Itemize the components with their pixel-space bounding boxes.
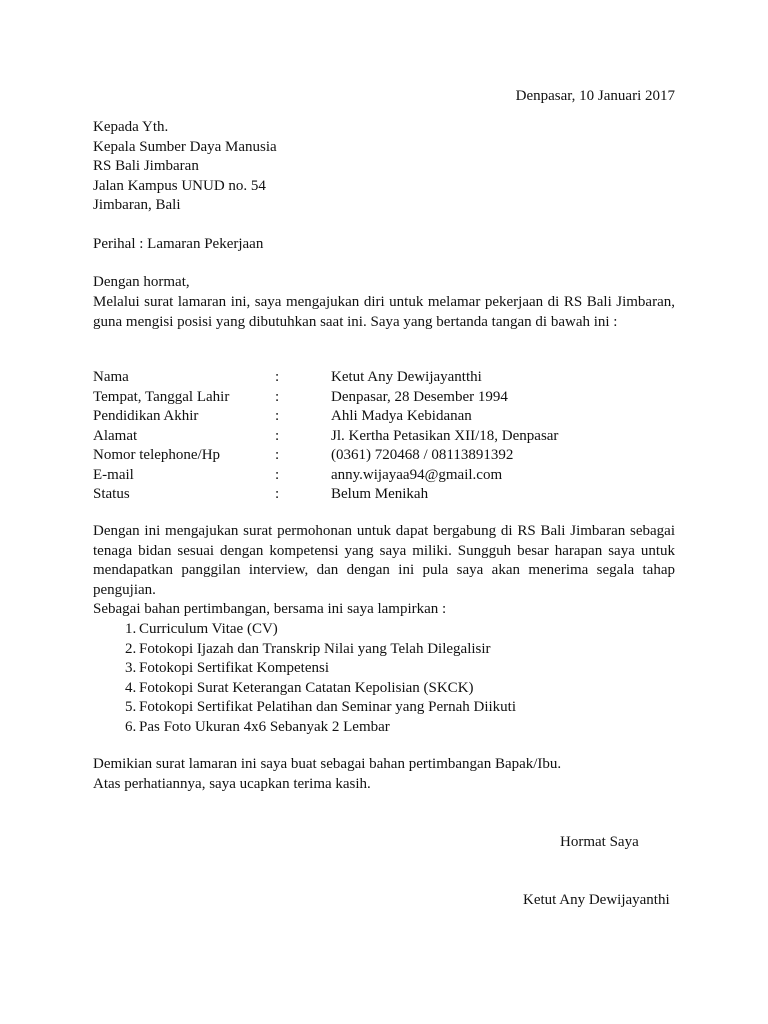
list-number: 6.: [125, 718, 137, 735]
list-number: 1.: [125, 621, 137, 637]
list-number: 5.: [125, 699, 137, 715]
identity-separator: :: [275, 486, 280, 502]
identity-row: [93, 427, 653, 447]
list-number: 3.: [125, 660, 137, 676]
greeting: Dengan hormat,: [93, 274, 190, 290]
recipient-line: RS Bali Jimbaran: [93, 158, 199, 175]
attachments-list: [93, 620, 516, 737]
identity-row: [93, 446, 653, 466]
identity-row: [93, 466, 653, 486]
identity-row: [93, 407, 653, 427]
identity-value: Ahli Madya Kebidanan: [331, 408, 472, 424]
identity-row: [93, 368, 653, 388]
identity-separator: :: [275, 427, 280, 444]
list-text: Curriculum Vitae (CV): [139, 621, 278, 637]
recipient-line: Kepala Sumber Daya Manusia: [93, 138, 277, 155]
identity-value: Belum Menikah: [331, 486, 429, 502]
attachments-intro: Sebagai bahan pertimbangan, bersama ini saya lampirkan :: [93, 601, 447, 617]
identity-label: Nama: [93, 369, 129, 385]
identity-value: Denpasar, 28 Desember 1994: [331, 388, 508, 405]
identity-separator: :: [275, 369, 280, 385]
identity-separator: :: [275, 466, 280, 483]
identity-separator: :: [275, 388, 280, 405]
letter-subject: Perihal : Lamaran Pekerjaan: [93, 236, 264, 252]
identity-separator: :: [275, 447, 280, 463]
signature-greeting: Hormat Saya: [560, 834, 639, 850]
list-item: [93, 679, 516, 699]
identity-table: [93, 368, 653, 505]
list-text: Fotokopi Surat Keterangan Catatan Kepolisian (SKCK): [139, 679, 474, 696]
list-item: [93, 718, 516, 738]
list-text: Pas Foto Ukuran 4x6 Sebanyak 2 Lembar: [139, 718, 390, 735]
signature-name: Ketut Any Dewijayanthi: [523, 892, 670, 908]
identity-row: [93, 485, 653, 505]
list-item: [93, 698, 516, 718]
recipient-line: Kepada Yth.: [93, 119, 169, 135]
recipient-line: Jimbaran, Bali: [93, 197, 181, 214]
list-text: Fotokopi Sertifikat Pelatihan dan Seminar yang Pernah Diikuti: [139, 699, 517, 715]
identity-value: anny.wijayaa94@gmail.com: [331, 466, 503, 483]
recipient-line: Jalan Kampus UNUD no. 54: [93, 177, 266, 194]
list-item: [93, 620, 516, 640]
letter-date: Denpasar, 10 Januari 2017: [515, 88, 675, 104]
list-text: Fotokopi Ijazah dan Transkrip Nilai yang Telah Dilegalisir: [139, 640, 491, 657]
list-item: [93, 659, 516, 679]
identity-label: Tempat, Tanggal Lahir: [93, 388, 230, 405]
identity-value: (0361) 720468 / 08113891392: [331, 447, 514, 463]
closing-line: Demikian surat lamaran ini saya buat sebagai bahan pertimbangan Bapak/Ibu.: [93, 756, 562, 772]
body-paragraph: Dengan ini mengajukan surat permohonan untuk dapat bergabung di RS Bali Jimbaran sebagai tenaga bidan sesuai dengan kompetensi yang saya miliki. Sungguh besar harapan saya untuk mendapatkan panggilan interview, dan dengan ini pula saya akan menerima segala tahap pengujian.: [93, 523, 675, 598]
identity-row: [93, 388, 653, 408]
list-item: [93, 640, 516, 660]
list-number: 4.: [125, 679, 137, 696]
closing-line: Atas perhatiannya, saya ucapkan terima kasih.: [93, 776, 371, 792]
list-text: Fotokopi Sertifikat Kompetensi: [139, 660, 329, 676]
identity-separator: :: [275, 408, 280, 424]
identity-label: Nomor telephone/Hp: [93, 447, 221, 463]
identity-value: Jl. Kertha Petasikan XII/18, Denpasar: [331, 427, 559, 444]
recipient-address: [93, 118, 277, 216]
list-number: 2.: [125, 640, 137, 657]
identity-label: Alamat: [93, 427, 138, 444]
identity-value: Ketut Any Dewijayantthi: [331, 369, 482, 385]
intro-paragraph: Melalui surat lamaran ini, saya mengajukan diri untuk melamar pekerjaan di RS Bali Jimbaran, guna mengisi posisi yang dibutuhkan saat ini. Saya yang bertanda tangan di bawah ini :: [93, 294, 675, 330]
identity-label: E-mail: [93, 466, 134, 483]
identity-label: Pendidikan Akhir: [93, 408, 199, 424]
identity-label: Status: [93, 486, 130, 502]
